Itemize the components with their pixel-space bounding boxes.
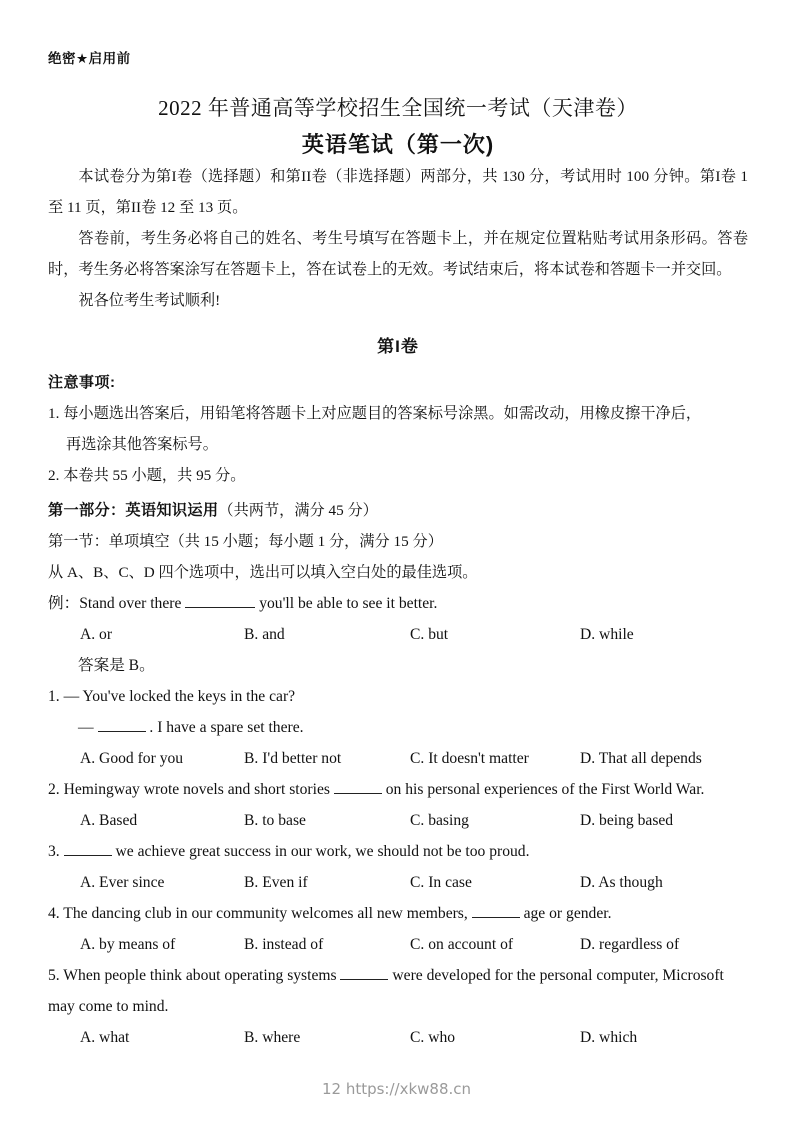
question-2-stem: [48, 774, 748, 805]
question-2-option-a[interactable]: A. Based: [80, 812, 138, 829]
question-2-option-c[interactable]: C. basing: [410, 812, 469, 829]
question-1-options-row: [48, 743, 748, 774]
question-2-stem-prefix: 2. Hemingway wrote novels and short stories: [48, 781, 330, 798]
section-one-heading: 第一节：单项填空（共 15 小题；每小题 1 分，满分 15 分）: [48, 533, 443, 550]
question-4-option-d[interactable]: D. regardless of: [580, 936, 680, 953]
question-5-blank: [340, 966, 388, 980]
question-4-blank: [472, 904, 520, 918]
question-5-stem-prefix: 5. When people think about operating systems: [48, 967, 337, 984]
question-2-options-row: [48, 805, 748, 836]
question-4-option-a[interactable]: A. by means of: [80, 936, 176, 953]
question-4-stem-prefix: 4. The dancing club in our community welcomes all new members,: [48, 905, 468, 922]
question-1-option-c[interactable]: C. It doesn't matter: [410, 750, 529, 767]
question-2-option-d[interactable]: D. being based: [580, 812, 674, 829]
notice-item-2: 2. 本卷共 55 小题，共 95 分。: [48, 467, 246, 484]
question-2-stem-suffix: on his personal experiences of the First World War.: [385, 781, 705, 798]
part-one-heading: [48, 495, 748, 526]
page-title: 2022 年普通高等学校招生全国统一考试（天津卷）: [158, 96, 638, 120]
notice-item-1: 1. 每小题选出答案后，用铅笔将答题卡上对应题目的答案标号涂黑。如需改动，用橡皮擦干净后，: [48, 405, 702, 422]
example-option-c[interactable]: C. but: [410, 626, 449, 643]
example-option-b[interactable]: B. and: [244, 626, 285, 643]
question-3-blank: [64, 842, 112, 856]
question-3-stem-suffix: we achieve great success in our work, we should not be too proud.: [115, 843, 530, 860]
notice-item-1-continued: 再选涂其他答案标号。: [66, 436, 218, 453]
example-blank: [185, 594, 255, 608]
question-3-option-d[interactable]: D. As though: [580, 874, 663, 891]
question-5-option-a[interactable]: A. what: [80, 1029, 130, 1046]
question-1-stem-line1: 1. — You've locked the keys in the car?: [48, 688, 296, 705]
question-3-option-b[interactable]: B. Even if: [244, 874, 308, 891]
example-answer: 答案是 B。: [78, 657, 155, 674]
question-1-stem-line2: [48, 712, 748, 743]
question-4-stem-suffix: age or gender.: [523, 905, 612, 922]
example-options-row: [48, 619, 748, 650]
secrecy-notice: 绝密★启用前: [48, 51, 131, 66]
question-4-stem: [48, 898, 748, 929]
question-3-stem-prefix: 3.: [48, 843, 60, 860]
question-5-stem-line2: may come to mind.: [48, 998, 169, 1015]
question-2-option-b[interactable]: B. to base: [244, 812, 306, 829]
page-content: [48, 0, 748, 1053]
question-5-options-row: [48, 1022, 748, 1053]
juan-heading: 第I卷: [377, 337, 419, 356]
example-option-a[interactable]: A. or: [80, 626, 113, 643]
question-1-blank: [98, 718, 146, 732]
footer-watermark: 12 https://xkw88.cn: [321, 1080, 472, 1098]
question-3-option-a[interactable]: A. Ever since: [80, 874, 165, 891]
intro-paragraph-3: 祝各位考生考试顺利!: [78, 292, 221, 309]
question-5-option-b[interactable]: B. where: [244, 1029, 301, 1046]
intro-paragraph-1: 本试卷分为第I卷（选择题）和第II卷（非选择题）两部分，共 130 分，考试用时 100 分钟。第I卷 1 至 11 页，第II卷 12 至 13 页。: [48, 168, 748, 216]
question-4-options-row: [48, 929, 748, 960]
question-1-option-b[interactable]: B. I'd better not: [244, 750, 342, 767]
notice-heading: 注意事项:: [48, 374, 116, 391]
question-1-option-d[interactable]: D. That all depends: [580, 750, 702, 767]
question-1-dash: —: [78, 719, 94, 736]
question-5-stem-suffix: were developed for the personal computer, Microsoft: [392, 967, 724, 984]
question-4-option-b[interactable]: B. instead of: [244, 936, 324, 953]
example-stem: [48, 588, 748, 619]
question-3-stem: [48, 836, 748, 867]
question-3-options-row: [48, 867, 748, 898]
question-1-stem-line2-suffix: . I have a spare set there.: [149, 719, 304, 736]
example-option-d[interactable]: D. while: [580, 626, 634, 643]
page-subtitle: 英语笔试（第一次): [301, 132, 495, 157]
section-one-instruction: 从 A、B、C、D 四个选项中，选出可以填入空白处的最佳选项。: [48, 564, 478, 581]
question-1-option-a[interactable]: A. Good for you: [80, 750, 184, 767]
question-4-option-c[interactable]: C. on account of: [410, 936, 514, 953]
question-5-option-d[interactable]: D. which: [580, 1029, 638, 1046]
question-2-blank: [334, 780, 382, 794]
question-3-option-c[interactable]: C. In case: [410, 874, 472, 891]
intro-paragraph-2: 答卷前，考生务必将自己的姓名、考生号填写在答题卡上，并在规定位置粘贴考试用条形码。答卷时，考生务必将答案涂写在答题卡上，答在试卷上的无效。考试结束后，将本试卷和答题卡一并交回。: [48, 230, 748, 278]
question-5-option-c[interactable]: C. who: [410, 1029, 456, 1046]
question-5-stem: [48, 960, 748, 991]
example-stem-suffix: you'll be able to see it better.: [259, 595, 438, 612]
part-one-heading-rest: （共两节，满分 45 分）: [218, 502, 378, 519]
example-stem-prefix: 例：Stand over there: [48, 595, 182, 612]
part-one-heading-bold: 第一部分：英语知识运用: [48, 502, 219, 519]
